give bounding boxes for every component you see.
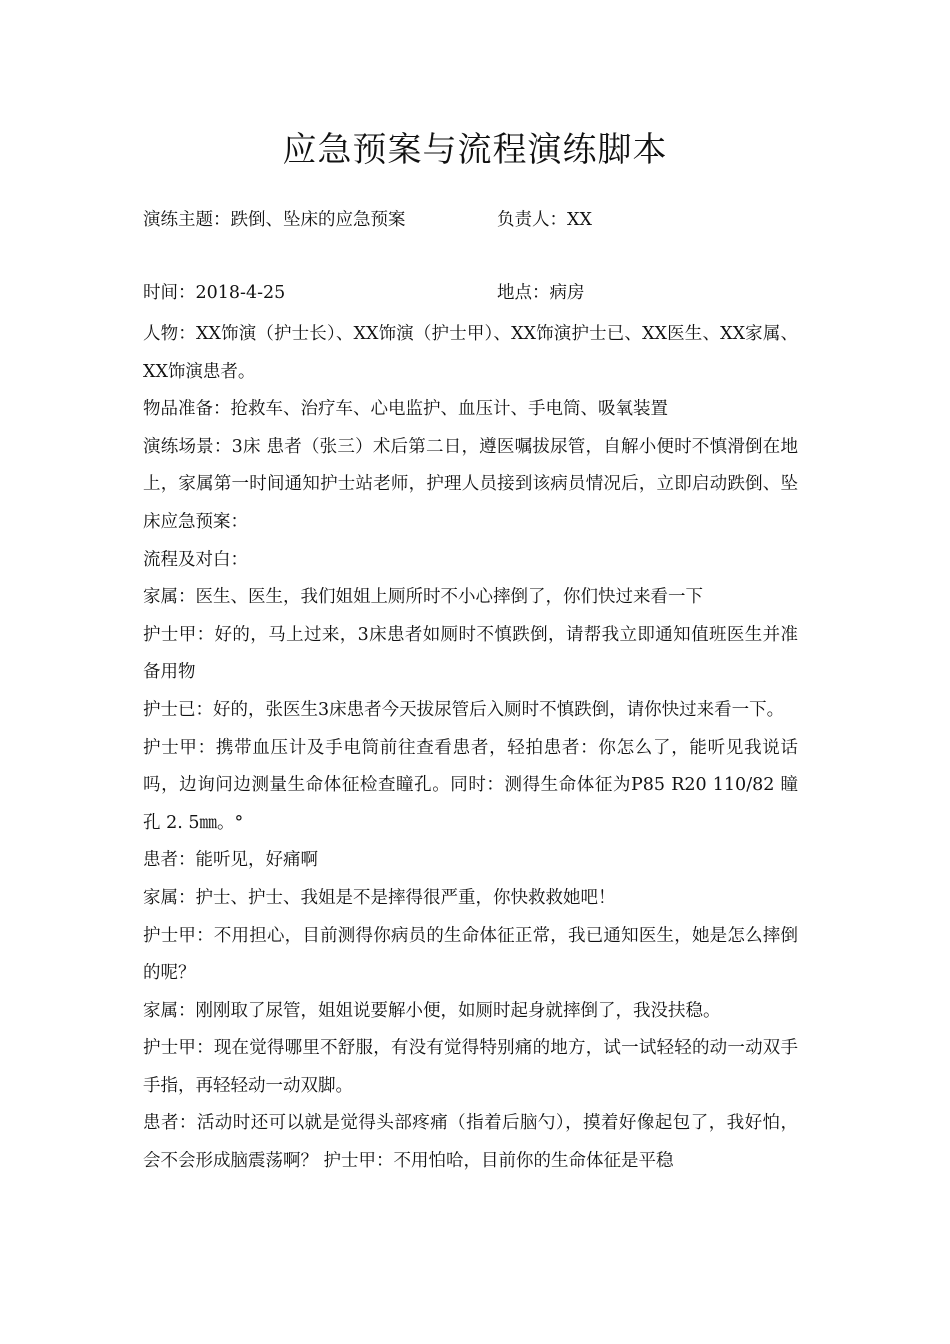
paragraph-supplies: 物品准备：抢救车、治疗车、心电监护、血压计、手电筒、吸氧装置 bbox=[143, 399, 668, 420]
drill-theme: 演练主题：跌倒、坠床的应急预案 bbox=[143, 210, 406, 230]
dialogue-line: 家属：护士、护士、我姐是不是摔得很严重，你快救救她吧！ bbox=[143, 887, 616, 908]
paragraph-flow-heading: 流程及对白： bbox=[143, 549, 248, 570]
dialogue-line: 护士甲：不用担心，目前测得你病员的生命体征正常，我已通知医生，她是怎么摔倒的呢？ bbox=[143, 925, 798, 984]
paragraph-scenario: 演练场景：3床 患者（张三）术后第二日，遵医嘱拔尿管，自解小便时不慎滑倒在地上，家属第一时间通知护士站老师，护理人员接到该病员情况后，立即启动跌倒、坠床应急预案： bbox=[143, 436, 798, 532]
dialogue-line: 护士甲：好的，马上过来，3床患者如厕时不慎跌倒，请帮我立即通知值班医生并准备用物 bbox=[143, 624, 798, 683]
dialogue-line: 护士已：好的，张医生3床患者今天拔尿管后入厕时不慎跌倒，请你快过来看一下。 bbox=[143, 699, 785, 720]
dialogue-line: 护士甲：现在觉得哪里不舒服，有没有觉得特别痛的地方，试一试轻轻的动一动双手手指，再轻轻动一动双脚。 bbox=[143, 1038, 798, 1096]
document-title: 应急预案与流程演练脚本 bbox=[282, 130, 668, 170]
dialogue-line: 患者：能听见，好痛啊 bbox=[143, 850, 318, 871]
drill-time: 时间：2018-4-25 bbox=[143, 283, 286, 303]
header-row-theme bbox=[143, 205, 803, 235]
paragraph-characters: 人物：XX饰演（护士长）、XX饰演（护士甲）、XX饰演护士已、XX医生、XX家属、XX饰演患者。 bbox=[143, 324, 798, 382]
dialogue-line: 护士甲：携带血压计及手电筒前往查看患者，轻拍患者：你怎么了，能听见我说话吗，边询问边测量生命体征检查瞳孔。同时：测得生命体征为P85 R20 110/82 瞳孔 2. 5㎜。° bbox=[143, 737, 798, 833]
dialogue-line: 家属：医生、医生，我们姐姐上厕所时不小心摔倒了，你们快过来看一下 bbox=[143, 587, 703, 608]
drill-location: 地点：病房 bbox=[497, 283, 585, 303]
dialogue-line: 患者：活动时还可以就是觉得头部疼痛（指着后脑勺），摸着好像起包了，我好怕，会不会形成脑震荡啊？ 护士甲：不用怕哈，目前你的生命体征是平稳 bbox=[143, 1113, 798, 1172]
responsible-person: 负责人：XX bbox=[497, 210, 592, 230]
dialogue-line: 家属：刚刚取了尿管，姐姐说要解小便，如厕时起身就摔倒了，我没扶稳。 bbox=[143, 1000, 721, 1021]
script-body bbox=[143, 316, 798, 1181]
header-row-time bbox=[143, 278, 803, 308]
